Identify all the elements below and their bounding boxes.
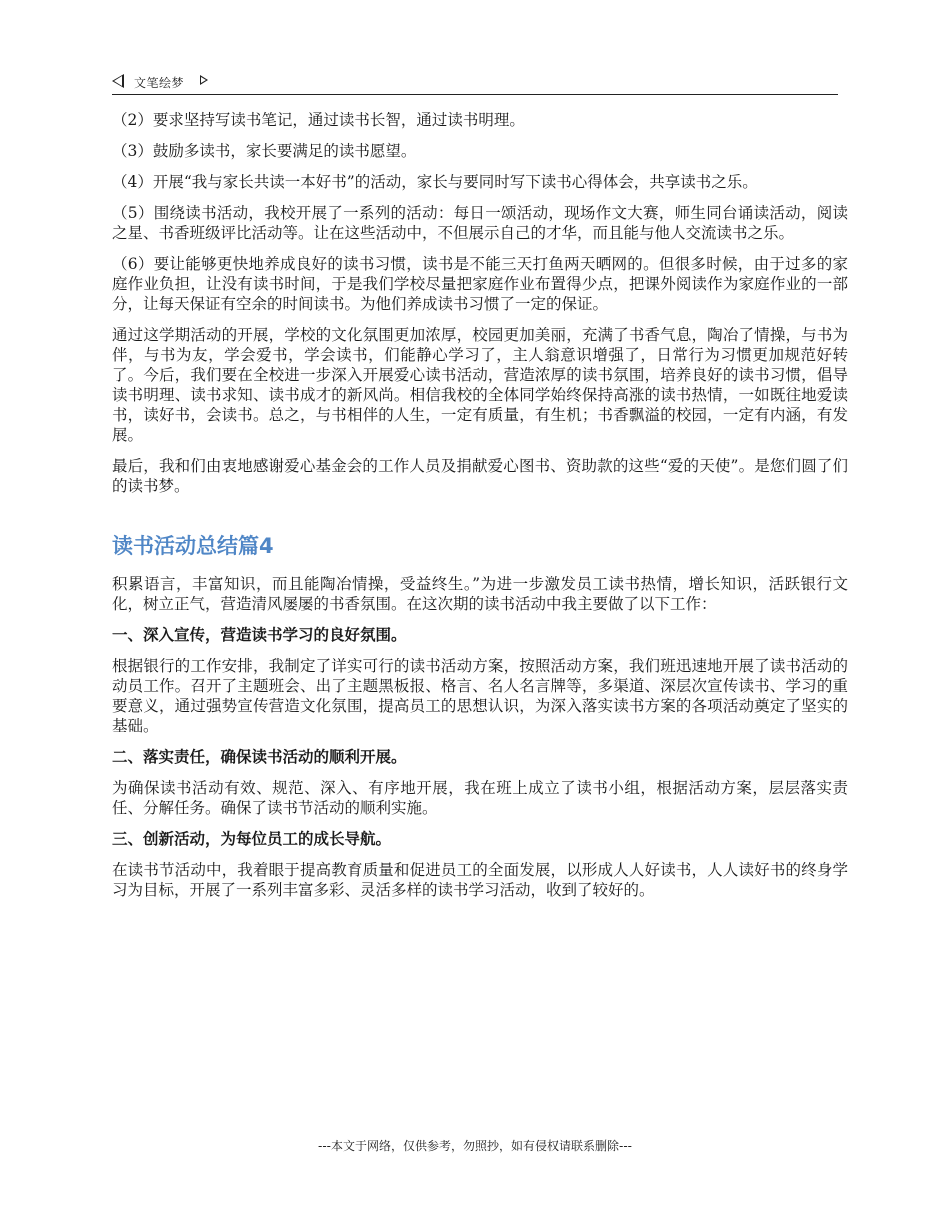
header-brand: 文笔绘梦 — [134, 76, 185, 90]
paragraph: 最后，我和们由衷地感谢爱心基金会的工作人员及捐献爱心图书、资助款的这些“爱的天使”。是您们圆了们的读书梦。 — [112, 457, 848, 495]
paragraph: （5）围绕读书活动，我校开展了一系列的活动：每日一颂活动，现场作文大赛，师生同台诵读活动，阅读之星、书香班级评比活动等。让在这些活动中，不但展示自己的才华，而且能与他人交流读书之乐。 — [112, 204, 848, 242]
page-header — [112, 72, 838, 95]
paragraph: 根据银行的工作安排，我制定了详实可行的读书活动方案，按照活动方案，我们班迅速地开展了读书活动的动员工作。召开了主题班会、出了主题黑板报、格言、名人名言牌等，多渠道、深层次宣传读书、学习的重要意义，通过强势宣传营造文化氛围，提高员工的思想认识，为深入落实读书方案的各项活动奠定了坚实的基础。 — [112, 657, 848, 735]
subheading: 一、深入宣传，营造读书学习的良好氛围。 — [112, 626, 407, 644]
document-body — [112, 110, 848, 911]
page-footer: ---本文于网络，仅供参考，勿照抄，如有侵权请联系删除--- — [318, 1139, 632, 1153]
paragraph: （6）要让能够更快地养成良好的读书习惯，读书是不能三天打鱼两天晒网的。但很多时候，由于过多的家庭作业负担，让没有读书时间，于是我们学校尽量把家庭作业布置得少点，把课外阅读作为家庭作业的一部分，让每天保证有空余的时间读书。为他们养成读书习惯了一定的保证。 — [112, 255, 848, 313]
paragraph: 通过这学期活动的开展，学校的文化氛围更加浓厚，校园更加美丽，充满了书香气息，陶冶了情操，与书为伴，与书为友，学会爱书，学会读书，们能静心学习了，主人翁意识增强了，日常行为习惯更加规范好转了。今后，我们要在全校进一步深入开展爱心读书活动，营造浓厚的读书氛围，培养良好的读书习惯，倡导读书明理、读书求知、读书成才的新风尚。相信我校的全体同学始终保持高涨的读书热情，一如既往地爱读书，读好书，会读书。总之，与书相伴的人生，一定有质量，有生机；书香飘溢的校园，一定有内涵，有发展。 — [112, 326, 848, 444]
subheading: 三、创新活动，为每位员工的成长导航。 — [112, 830, 392, 848]
triangle-right-icon — [200, 75, 208, 85]
triangle-left-icon — [112, 74, 124, 88]
section-title: 读书活动总结篇4 — [112, 534, 274, 558]
section-intro: 积累语言，丰富知识，而且能陶冶情操，受益终生。”为进一步激发员工读书热情，增长知识，活跃银行文化，树立正气，营造清风屡屡的书香氛围。在这次期的读书活动中我主要做了以下工作： — [112, 575, 848, 613]
paragraph: （4）开展“我与家长共读一本好书”的活动，家长与要同时写下读书心得体会，共享读书之乐。 — [112, 173, 758, 191]
subheading: 二、落实责任，确保读书活动的顺利开展。 — [112, 748, 407, 766]
paragraph: 在读书节活动中，我着眼于提高教育质量和促进员工的全面发展，以形成人人好读书，人人读好书的终身学习为目标，开展了一系列丰富多彩、灵活多样的读书学习活动，收到了较好的。 — [112, 861, 848, 899]
paragraph: （2）要求坚持写读书笔记，通过读书长智，通过读书明理。 — [112, 111, 525, 129]
paragraph: 为确保读书活动有效、规范、深入、有序地开展，我在班上成立了读书小组，根据活动方案，层层落实责任、分解任务。确保了读书节活动的顺利实施。 — [112, 779, 848, 817]
paragraph: （3）鼓励多读书，家长要满足的读书愿望。 — [112, 142, 417, 160]
